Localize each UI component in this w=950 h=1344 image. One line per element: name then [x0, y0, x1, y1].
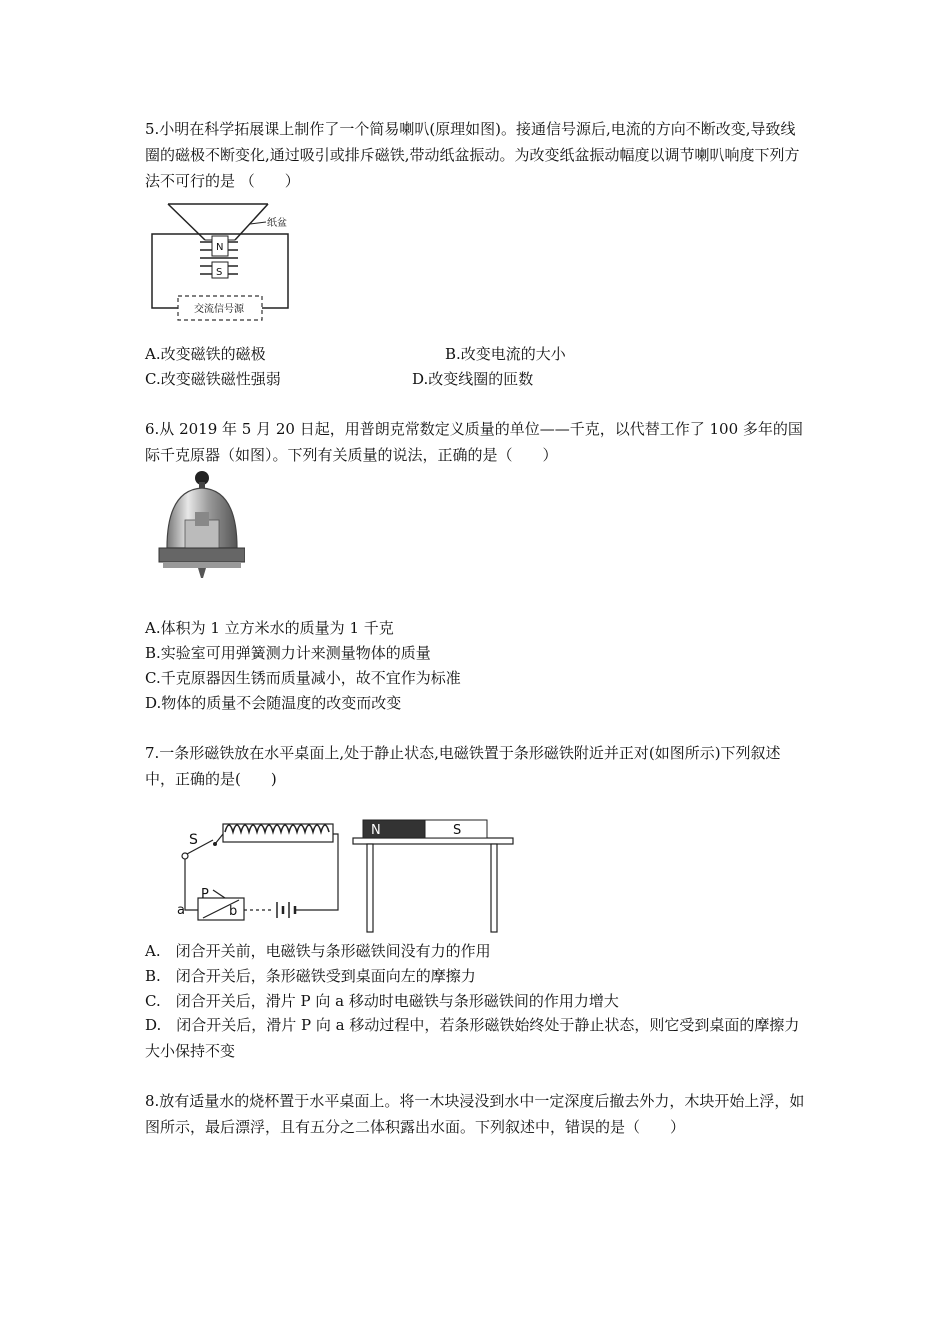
- bar-magnet-n-label: N: [371, 823, 381, 838]
- q6-option-a: A.体积为 1 立方米水的质量为 1 千克: [145, 619, 394, 637]
- q7-option-d: D. 闭合开关后，滑片 P 向 a 移动过程中，若条形磁铁始终处于静止状态，则它受到桌面的摩擦力大小保持不变: [145, 1016, 800, 1060]
- q6-option-d: D.物体的质量不会随温度的改变而改变: [145, 694, 402, 712]
- q5-option-a: A.改变磁铁的磁极: [145, 345, 266, 363]
- q6-option-c: C.千克原器因生锈而质量减小，故不宜作为标准: [145, 669, 461, 687]
- q7-option-a: A. 闭合开关前，电磁铁与条形磁铁间没有力的作用: [145, 942, 491, 960]
- question-5-stem: 5.小明在科学拓展课上制作了一个简易喇叭(原理如图)。接通信号源后,电流的方向不断改变,导致线圈的磁极不断变化,通过吸引或排斥磁铁,带动纸盆振动。为改变纸盆振动幅度以调节喇叭响度下列方法不可行的是 （ ）: [145, 120, 800, 190]
- q5-option-b: B.改变电流的大小: [445, 345, 566, 363]
- question-8-stem: 8.放有适量水的烧杯置于水平桌面上。将一木块浸没到水中一定深度后撤去外力，木块开始上浮，如图所示，最后漂浮，且有五分之二体积露出水面。下列叙述中，错误的是（ ）: [145, 1092, 805, 1136]
- q5-option-c: C.改变磁铁磁性强弱: [145, 370, 281, 388]
- switch-label: S: [189, 832, 198, 848]
- speaker-diagram: [150, 198, 290, 328]
- slider-p-label: P: [201, 887, 209, 902]
- bar-magnet-s-label: S: [453, 823, 462, 838]
- kilogram-prototype-image: [155, 468, 245, 588]
- q7-option-b: B. 闭合开关后，条形磁铁受到桌面向左的摩擦力: [145, 967, 476, 985]
- question-7-stem: 7.一条形磁铁放在水平桌面上,处于静止状态,电磁铁置于条形磁铁附近并正对(如图所示)下列叙述中，正确的是( ): [145, 744, 781, 788]
- ac-source-label: 交流信号源: [194, 304, 244, 315]
- terminal-b-label: b: [229, 904, 238, 919]
- paper-cone-label: 纸盆: [267, 218, 287, 229]
- electromagnet-diagram: [163, 810, 518, 935]
- q7-option-c: C. 闭合开关后，滑片 P 向 a 移动时电磁铁与条形磁铁间的作用力增大: [145, 992, 619, 1010]
- question-6-stem: 6.从 2019 年 5 月 20 日起，用普朗克常数定义质量的单位——千克，以代替工作了 100 多年的国际千克原器（如图）。下列有关质量的说法，正确的是（ ）: [145, 420, 803, 464]
- magnet-n-label: N: [216, 242, 224, 253]
- q5-option-d: D.改变线圈的匝数: [412, 370, 534, 388]
- magnet-s-label: S: [216, 267, 223, 278]
- q6-option-b: B.实验室可用弹簧测力计来测量物体的质量: [145, 644, 431, 662]
- terminal-a-label: a: [177, 903, 185, 918]
